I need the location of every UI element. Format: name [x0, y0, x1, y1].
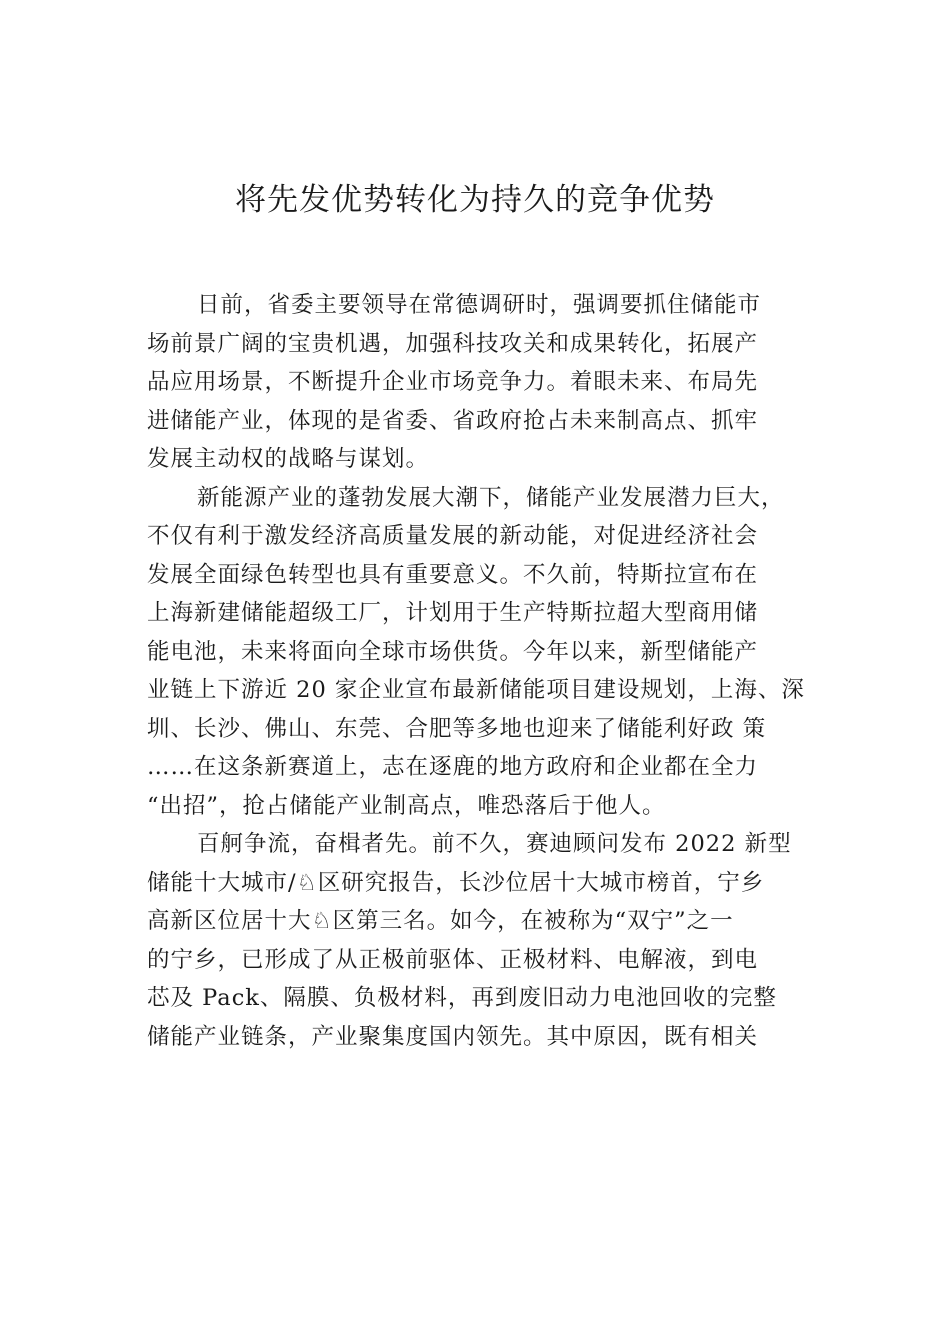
paragraph-line: ……在这条新赛道上，志在逐鹿的地方政府和企业都在全力 [147, 754, 759, 780]
paragraph-line: 发展全面绿色转型也具有重要意义。不久前，特斯拉宣布在 [147, 561, 759, 588]
paragraph-line: 芯及 Pack、隔膜、负极材料，再到废旧动力电池回收的完整 [147, 985, 777, 1011]
paragraph-line: 日前，省委主要领导在常德调研时，强调要抓住储能市 [197, 292, 762, 318]
paragraph-line: “出招”，抢占储能产业制高点，唯恐落后于他人。 [147, 792, 666, 819]
paragraph-line: 业链上下游近 20 家企业宣布最新储能项目建设规划，上海、深 [147, 677, 805, 703]
paragraph-line: 新能源产业的蓬勃发展大潮下，储能产业发展潜力巨大， [197, 484, 785, 511]
paragraph-line: 储能产业链条，产业聚集度国内领先。其中原因，既有相关 [147, 1023, 759, 1050]
document-title: 将先发优势转化为持久的竞争优势 [235, 182, 715, 218]
paragraph-line: 不仅有利于激发经济高质量发展的新动能，对促进经济社会 [147, 523, 759, 549]
paragraph-line: 发展主动权的战略与谋划。 [147, 446, 430, 472]
paragraph-line: 上海新建储能超级工厂，计划用于生产特斯拉超大型商用储 [147, 600, 759, 626]
paragraph-line: 高新区位居十大♘区第三名。如今，在被称为“双宁”之一 [147, 908, 734, 934]
paragraph-line: 品应用场景，不断提升企业市场竞争力。着眼未来、布局先 [147, 369, 759, 395]
paragraph-line: 百舸争流，奋楫者先。前不久，赛迪顾问发布 2022 新型 [197, 831, 792, 857]
paragraph-line: 能电池，未来将面向全球市场供货。今年以来，新型储能产 [147, 638, 759, 665]
paragraph-line: 圳、长沙、佛山、东莞、合肥等多地也迎来了储能利好政 策 [147, 715, 767, 742]
paragraph-line: 场前景广阔的宝贵机遇，加强科技攻关和成果转化，拓展产 [147, 330, 759, 357]
paragraph-line: 的宁乡，已形成了从正极前驱体、正极材料、电解液，到电 [147, 946, 759, 973]
document-body [147, 286, 847, 1056]
paragraph-line: 进储能产业，体现的是省委、省政府抢占未来制高点、抓牢 [147, 407, 759, 434]
paragraph-line: 储能十大城市/♘区研究报告，长沙位居十大城市榜首，宁乡 [147, 869, 765, 896]
